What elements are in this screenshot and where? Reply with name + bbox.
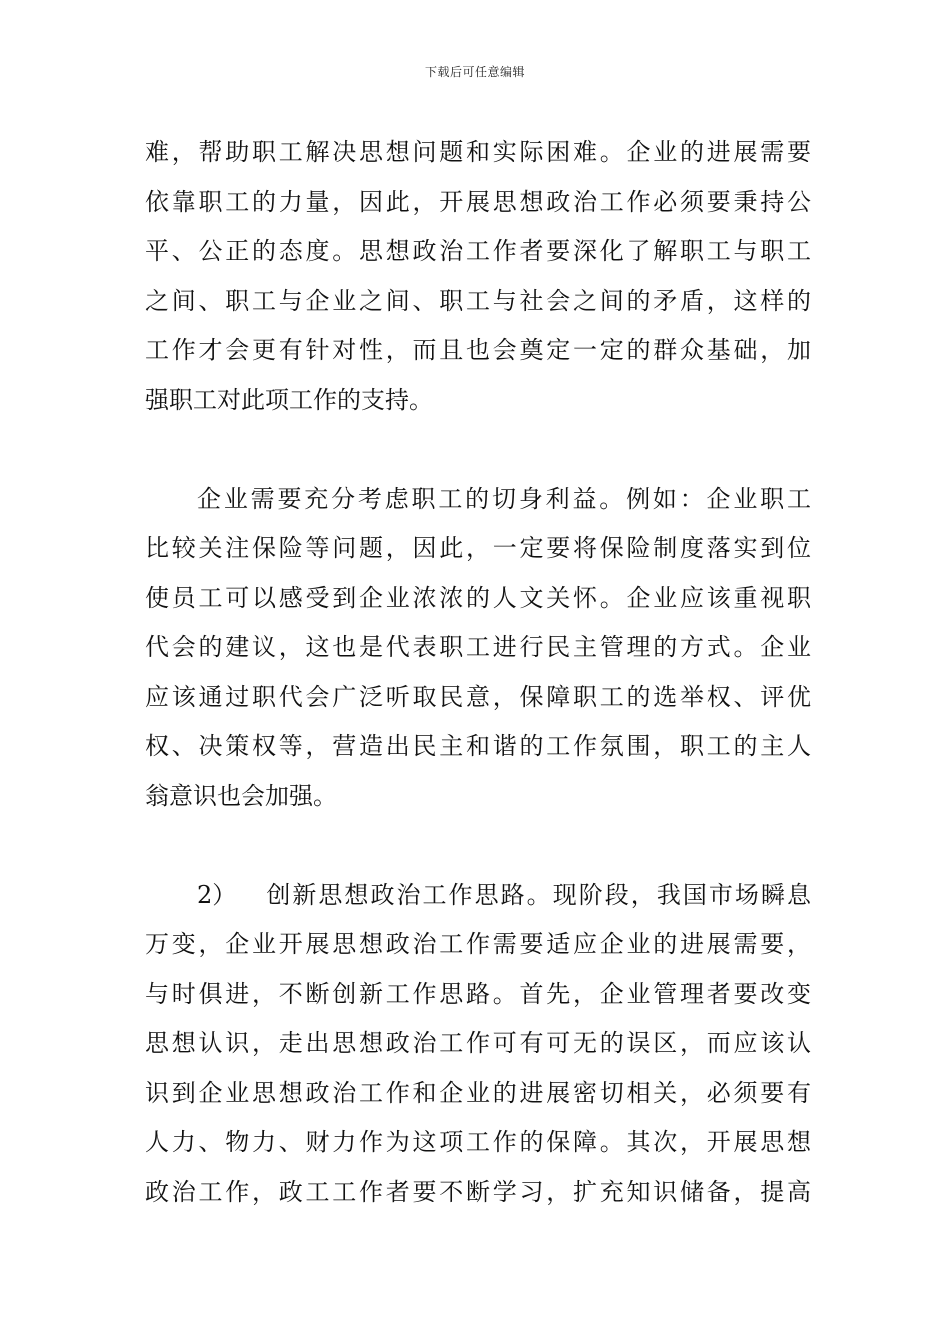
text-line: 政治工作，政工工作者要不断学习，扩充知识储备，提高 [145,1177,811,1206]
text-line: 与时俱进，不断创新工作思路。首先，企业管理者要改变 [145,979,811,1008]
text-line: 使员工可以感受到企业浓浓的人文关怀。企业应该重视职 [145,583,811,612]
document-body [145,128,811,1217]
paragraph-3 [145,871,811,1218]
page-header: 下载后可任意编辑 [424,65,525,79]
paragraph-1 [145,128,811,425]
text-line: 比较关注保险等问题，因此，一定要将保险制度落实到位 [145,534,811,562]
list-number: 2） [197,880,237,909]
text-line: 依靠职工的力量，因此，开展思想政治工作必须要秉持公 [145,187,811,216]
text-line: 之间、职工与企业之间、职工与社会之间的矛盾，这样的 [145,286,811,315]
text-line: 强职工对此项工作的支持。 [145,385,433,414]
text-line: 万变，企业开展思想政治工作需要适应企业的进展需要， [145,930,811,958]
text-line: 难，帮助职工解决思想问题和实际困难。企业的进展需要 [145,138,811,166]
paragraph-spacer [145,425,811,475]
text-line: 平、公正的态度。思想政治工作者要深化了解职工与职工 [145,237,811,265]
text-line-content: 创新思想政治工作思路。现阶段，我国市场瞬息 [264,880,811,909]
paragraph-2 [145,475,811,822]
text-line: 工作才会更有针对性，而且也会奠定一定的群众基础，加 [145,336,811,364]
text-line: 代会的建议，这也是代表职工进行民主管理的方式。企业 [145,633,811,661]
paragraph-spacer [145,821,811,871]
text-line: 识到企业思想政治工作和企业的进展密切相关，必须要有 [145,1078,811,1107]
text-line: 应该通过职代会广泛听取民意，保障职工的选举权、评优 [145,682,811,711]
text-line: 翁意识也会加强。 [145,781,337,810]
text-line: 人力、物力、财力作为这项工作的保障。其次，开展思想 [145,1128,811,1156]
text-line: 思想认识，走出思想政治工作可有可无的误区，而应该认 [145,1029,811,1057]
text-line: 企业需要充分考虑职工的切身利益。例如：企业职工 [197,484,811,513]
text-line: 权、决策权等，营造出民主和谐的工作氛围，职工的主人 [145,732,811,760]
text-line [145,871,811,921]
